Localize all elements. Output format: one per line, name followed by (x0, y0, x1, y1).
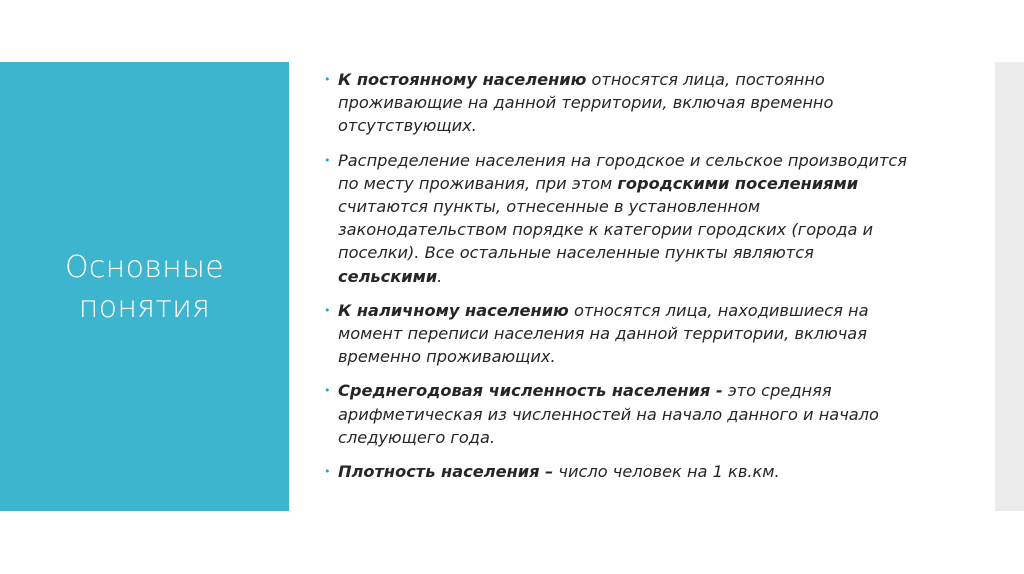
bullet-dot-icon: • (324, 384, 331, 398)
term-present-population: К наличному населению (338, 300, 569, 320)
right-decor-strip (995, 62, 1024, 511)
term-urban-settlements: городскими поселениями (617, 173, 859, 193)
bullet-dot-icon: • (324, 73, 331, 86)
bullet-dot-icon: • (324, 303, 331, 317)
definition-present-population: относятся лица, находившиеся на момент переписи населения на данной территории, включая временно проживающих. (338, 300, 869, 367)
term-average-annual-population: Среднегодовая численность населения - (338, 381, 723, 401)
bullet-item-present-population (320, 299, 920, 369)
slide-title-line-1: Основные (64, 250, 225, 285)
term-population-density: Плотность населения – (338, 462, 554, 482)
bullet-item-distribution (320, 149, 920, 288)
definition-permanent-population: относятся лица, постоянно проживающие на данной территории, включая временно отсутствующих. (338, 70, 834, 136)
term-rural: сельскими (338, 266, 438, 286)
slide-title (0, 248, 289, 328)
definition-average-annual-population: это средняя арифметическая из численностей на начало данного и начало следующего года. (338, 381, 879, 447)
bullet-item-permanent-population (320, 68, 920, 138)
bullet-list (320, 68, 920, 483)
bullet-item-density (320, 460, 920, 483)
bullet-dot-icon: • (324, 465, 331, 479)
bullet-dot-icon: • (324, 153, 331, 167)
distribution-text-3: . (437, 266, 443, 286)
term-permanent-population: К постоянному населению (338, 70, 587, 89)
distribution-text-1: Распределение населения на городское и сельское производится по месту проживания, при этом (338, 150, 908, 193)
distribution-text-2: считаются пункты, отнесенные в установленном законодательством порядке к категории городских (города и поселки). Все остальные населенные пункты являются (338, 197, 874, 263)
bullet-item-average-annual (320, 379, 920, 449)
slide-title-line-2: понятия (78, 290, 211, 325)
definition-population-density: число человек на 1 кв.км. (553, 462, 780, 482)
